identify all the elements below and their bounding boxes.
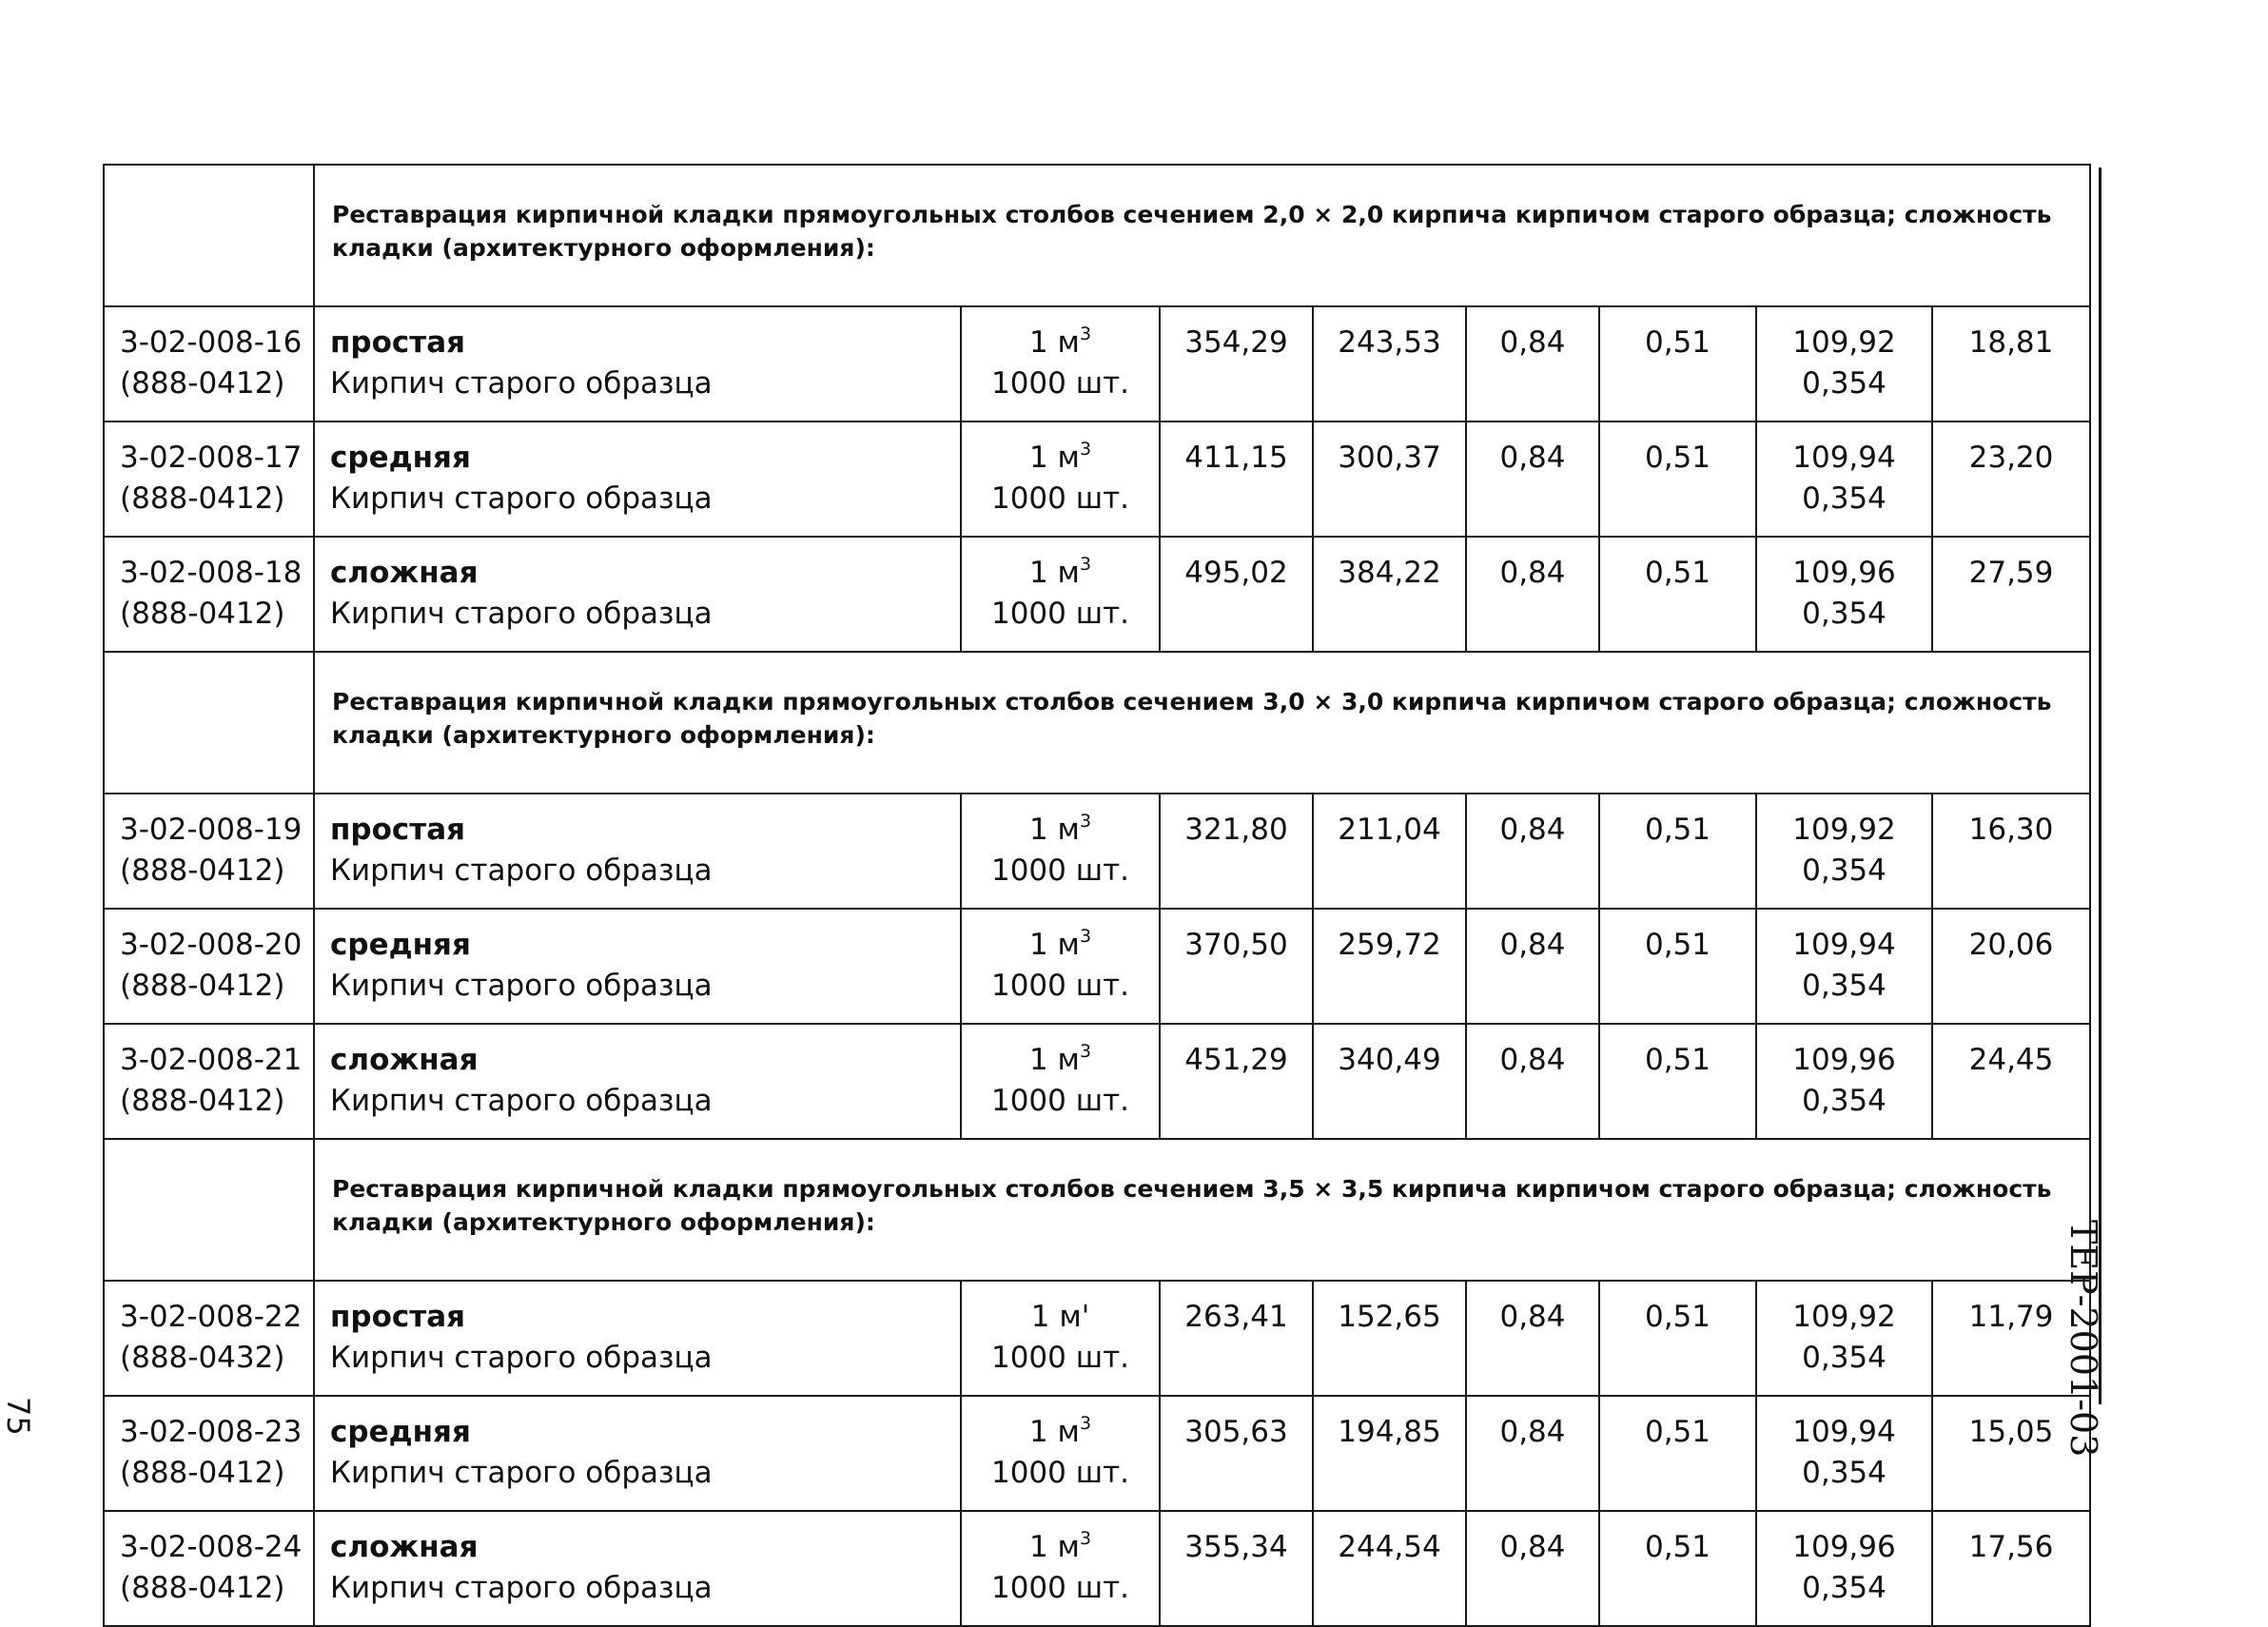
materials-cost-cell [1756, 1511, 1932, 1626]
material-name: Кирпич старого образца [330, 1456, 713, 1490]
total-cost-cell [1160, 537, 1313, 652]
labor-wages-cell [1313, 421, 1466, 537]
unit-base: 1 м [1028, 325, 1080, 360]
unit-base: 1 м [1028, 1043, 1080, 1077]
materials-cost: 109,92 [1792, 813, 1896, 847]
rate-code: 3-02-008-20 [120, 928, 303, 962]
table-row [104, 909, 2090, 1024]
section-code-cell [104, 1139, 314, 1281]
code-cell [104, 537, 314, 652]
total-cost-cell [1160, 1281, 1313, 1396]
labor-wages: 152,65 [1338, 1300, 1441, 1334]
total-cost-cell [1160, 421, 1313, 537]
materials-cost: 109,96 [1792, 1530, 1896, 1564]
work-complexity: сложная [330, 1043, 479, 1077]
work-complexity: простая [330, 813, 466, 847]
resource-code: (888-0412) [120, 1456, 285, 1490]
name-cell [314, 794, 961, 909]
rates-table [103, 164, 2091, 1627]
rate-code: 3-02-008-24 [120, 1530, 303, 1564]
unit-exponent: 3 [1079, 926, 1092, 947]
labor-wages: 340,49 [1338, 1043, 1441, 1077]
machinist-wages: 0,51 [1644, 1043, 1711, 1077]
name-cell [314, 306, 961, 421]
machinist-wages-cell [1599, 1511, 1756, 1626]
section-title: Реставрация кирпичной кладки прямоугольных столбов сечением 3,5 × 3,5 кирпича кирпичом старого образца; сложность кладки (архитектурного оформления): [314, 1139, 2090, 1281]
rate-code: 3-02-008-21 [120, 1043, 303, 1077]
unit-base: 1 м [1028, 928, 1080, 962]
material-quantity: 0,354 [1802, 366, 1887, 401]
materials-cost-cell [1756, 1024, 1932, 1139]
material-unit: 1000 шт. [990, 597, 1130, 631]
rate-code: 3-02-008-16 [120, 325, 303, 360]
material-unit: 1000 шт. [990, 1571, 1130, 1605]
labor-hours: 27,59 [1968, 556, 2054, 590]
materials-cost-cell [1756, 794, 1932, 909]
labor-hours: 17,56 [1968, 1530, 2054, 1564]
machine-operation: 0,84 [1499, 1300, 1566, 1334]
machine-operation: 0,84 [1499, 928, 1566, 962]
machine-operation: 0,84 [1499, 1415, 1566, 1449]
code-cell [104, 421, 314, 537]
material-quantity: 0,354 [1802, 481, 1887, 516]
code-cell [104, 1281, 314, 1396]
rate-code: 3-02-008-23 [120, 1415, 303, 1449]
materials-cost: 109,96 [1792, 556, 1896, 590]
unit-cell [961, 1396, 1160, 1511]
labor-hours-cell [1932, 306, 2090, 421]
total-cost: 495,02 [1184, 556, 1288, 590]
resource-code: (888-0412) [120, 1571, 285, 1605]
unit-cell [961, 1024, 1160, 1139]
materials-cost-cell [1756, 306, 1932, 421]
unit-base: 1 м [1028, 441, 1080, 475]
materials-cost: 109,92 [1792, 325, 1896, 360]
total-cost: 355,34 [1184, 1530, 1288, 1564]
total-cost: 411,15 [1184, 441, 1288, 475]
machinist-wages: 0,51 [1644, 928, 1711, 962]
labor-hours: 24,45 [1968, 1043, 2054, 1077]
work-complexity: сложная [330, 556, 479, 590]
materials-cost: 109,94 [1792, 441, 1896, 475]
unit-exponent: 3 [1079, 439, 1092, 460]
work-complexity: сложная [330, 1530, 479, 1564]
resource-code: (888-0412) [120, 853, 285, 888]
material-quantity: 0,354 [1802, 853, 1887, 888]
materials-cost: 109,94 [1792, 1415, 1896, 1449]
unit-base: 1 м [1028, 813, 1080, 847]
labor-hours: 15,05 [1968, 1415, 2054, 1449]
resource-code: (888-0412) [120, 366, 285, 401]
labor-wages-cell [1313, 1281, 1466, 1396]
materials-cost-cell [1756, 537, 1932, 652]
labor-wages-cell [1313, 1511, 1466, 1626]
machinist-wages-cell [1599, 794, 1756, 909]
materials-cost-cell [1756, 421, 1932, 537]
machine-operation-cell [1466, 1281, 1599, 1396]
resource-code: (888-0412) [120, 1084, 285, 1118]
materials-cost-cell [1756, 1281, 1932, 1396]
machinist-wages: 0,51 [1644, 1300, 1711, 1334]
machinist-wages: 0,51 [1644, 556, 1711, 590]
material-unit: 1000 шт. [990, 969, 1130, 1003]
total-cost: 263,41 [1184, 1300, 1288, 1334]
materials-cost: 109,94 [1792, 928, 1896, 962]
machine-operation-cell [1466, 909, 1599, 1024]
material-unit: 1000 шт. [990, 1341, 1130, 1375]
unit-exponent: 3 [1079, 323, 1092, 344]
work-complexity: простая [330, 325, 466, 360]
labor-hours: 20,06 [1968, 928, 2054, 962]
resource-code: (888-0412) [120, 597, 285, 631]
machine-operation: 0,84 [1499, 556, 1566, 590]
labor-wages: 300,37 [1338, 441, 1441, 475]
machine-operation: 0,84 [1499, 1043, 1566, 1077]
code-cell [104, 1024, 314, 1139]
rate-code: 3-02-008-19 [120, 813, 303, 847]
unit-of-measure [962, 438, 1159, 479]
labor-wages: 384,22 [1338, 556, 1441, 590]
work-complexity: средняя [330, 441, 471, 475]
machinist-wages: 0,51 [1644, 1415, 1711, 1449]
labor-hours-cell [1932, 909, 2090, 1024]
total-cost: 354,29 [1184, 325, 1288, 360]
table-row [104, 421, 2090, 537]
unit-of-measure [962, 323, 1159, 363]
labor-wages-cell [1313, 1396, 1466, 1511]
rate-code: 3-02-008-17 [120, 441, 303, 475]
labor-hours: 16,30 [1968, 813, 2054, 847]
unit-cell [961, 306, 1160, 421]
work-complexity: простая [330, 1300, 466, 1334]
machinist-wages: 0,51 [1644, 325, 1711, 360]
machinist-wages-cell [1599, 1396, 1756, 1511]
material-name: Кирпич старого образца [330, 1084, 713, 1118]
table-row [104, 537, 2090, 652]
unit-base: 1 м [1028, 556, 1080, 590]
resource-code: (888-0432) [120, 1341, 285, 1375]
material-name: Кирпич старого образца [330, 969, 713, 1003]
labor-wages: 211,04 [1338, 813, 1441, 847]
material-name: Кирпич старого образца [330, 366, 713, 401]
section-code-cell [104, 165, 314, 306]
labor-hours-cell [1932, 1024, 2090, 1139]
section-header-row [104, 652, 2090, 794]
section-title: Реставрация кирпичной кладки прямоугольных столбов сечением 3,0 × 3,0 кирпича кирпичом старого образца; сложность кладки (архитектурного оформления): [314, 652, 2090, 794]
code-cell [104, 1511, 314, 1626]
labor-hours: 18,81 [1968, 325, 2054, 360]
unit-of-measure [962, 553, 1159, 594]
material-name: Кирпич старого образца [330, 597, 713, 631]
name-cell [314, 1281, 961, 1396]
labor-hours-cell [1932, 794, 2090, 909]
total-cost: 451,29 [1184, 1043, 1288, 1077]
total-cost: 305,63 [1184, 1415, 1288, 1449]
code-cell [104, 794, 314, 909]
total-cost-cell [1160, 794, 1313, 909]
rate-code: 3-02-008-22 [120, 1300, 303, 1334]
total-cost-cell [1160, 1024, 1313, 1139]
unit-exponent: 3 [1079, 1413, 1092, 1434]
machine-operation-cell [1466, 537, 1599, 652]
code-cell [104, 909, 314, 1024]
machine-operation: 0,84 [1499, 441, 1566, 475]
material-quantity: 0,354 [1802, 1571, 1887, 1605]
machine-operation-cell [1466, 794, 1599, 909]
material-unit: 1000 шт. [990, 853, 1130, 888]
total-cost: 370,50 [1184, 928, 1288, 962]
name-cell [314, 421, 961, 537]
unit-cell [961, 794, 1160, 909]
labor-wages-cell [1313, 909, 1466, 1024]
page-number: 75 [0, 1397, 36, 1436]
machinist-wages-cell [1599, 1281, 1756, 1396]
unit-of-measure [962, 810, 1159, 851]
unit-cell [961, 909, 1160, 1024]
section-title: Реставрация кирпичной кладки прямоугольных столбов сечением 2,0 × 2,0 кирпича кирпичом старого образца; сложность кладки (архитектурного оформления): [314, 165, 2090, 306]
total-cost-cell [1160, 909, 1313, 1024]
unit-cell [961, 1511, 1160, 1626]
labor-hours-cell [1932, 1511, 2090, 1626]
machine-operation: 0,84 [1499, 813, 1566, 847]
unit-cell [961, 421, 1160, 537]
materials-cost-cell [1756, 1396, 1932, 1511]
material-unit: 1000 шт. [990, 1084, 1130, 1118]
materials-cost: 109,96 [1792, 1043, 1896, 1077]
machine-operation-cell [1466, 1396, 1599, 1511]
unit-cell [961, 1281, 1160, 1396]
total-cost: 321,80 [1184, 813, 1288, 847]
unit-of-measure [962, 925, 1159, 966]
rate-code: 3-02-008-18 [120, 556, 303, 590]
rates-table-body [104, 165, 2090, 1626]
machinist-wages: 0,51 [1644, 441, 1711, 475]
material-quantity: 0,354 [1802, 1084, 1887, 1118]
labor-hours: 23,20 [1968, 441, 2054, 475]
work-complexity: средняя [330, 1415, 471, 1449]
name-cell [314, 537, 961, 652]
document-code: ТЕР-2001-03 [2063, 1220, 2104, 1458]
resource-code: (888-0412) [120, 969, 285, 1003]
unit-of-measure [962, 1527, 1159, 1568]
material-quantity: 0,354 [1802, 597, 1887, 631]
material-unit: 1000 шт. [990, 1456, 1130, 1490]
labor-hours: 11,79 [1968, 1300, 2054, 1334]
total-cost-cell [1160, 1396, 1313, 1511]
material-quantity: 0,354 [1802, 1456, 1887, 1490]
machine-operation-cell [1466, 1024, 1599, 1139]
unit-exponent: 3 [1079, 1528, 1092, 1549]
unit-base: 1 м' [1030, 1300, 1090, 1334]
resource-code: (888-0412) [120, 481, 285, 516]
labor-wages-cell [1313, 537, 1466, 652]
machinist-wages: 0,51 [1644, 1530, 1711, 1564]
machinist-wages-cell [1599, 306, 1756, 421]
labor-wages: 244,54 [1338, 1530, 1441, 1564]
labor-wages-cell [1313, 1024, 1466, 1139]
unit-cell [961, 537, 1160, 652]
labor-hours-cell [1932, 537, 2090, 652]
name-cell [314, 1024, 961, 1139]
code-cell [104, 306, 314, 421]
material-quantity: 0,354 [1802, 969, 1887, 1003]
name-cell [314, 1396, 961, 1511]
machinist-wages: 0,51 [1644, 813, 1711, 847]
material-unit: 1000 шт. [990, 481, 1130, 516]
labor-wages: 259,72 [1338, 928, 1441, 962]
machine-operation-cell [1466, 421, 1599, 537]
total-cost-cell [1160, 1511, 1313, 1626]
material-quantity: 0,354 [1802, 1341, 1887, 1375]
margin-rule [2099, 167, 2102, 1404]
machinist-wages-cell [1599, 421, 1756, 537]
table-row [104, 1511, 2090, 1626]
labor-hours-cell [1932, 421, 2090, 537]
table-row [104, 1024, 2090, 1139]
materials-cost-cell [1756, 909, 1932, 1024]
table-row [104, 1281, 2090, 1396]
labor-wages-cell [1313, 794, 1466, 909]
unit-exponent: 3 [1079, 1041, 1092, 1062]
unit-of-measure [962, 1040, 1159, 1081]
material-name: Кирпич старого образца [330, 481, 713, 516]
labor-wages: 243,53 [1338, 325, 1441, 360]
materials-cost: 109,92 [1792, 1300, 1896, 1334]
material-name: Кирпич старого образца [330, 1571, 713, 1605]
name-cell [314, 1511, 961, 1626]
machinist-wages-cell [1599, 537, 1756, 652]
machinist-wages-cell [1599, 1024, 1756, 1139]
table-row [104, 306, 2090, 421]
total-cost-cell [1160, 306, 1313, 421]
machinist-wages-cell [1599, 909, 1756, 1024]
section-code-cell [104, 652, 314, 794]
name-cell [314, 909, 961, 1024]
material-name: Кирпич старого образца [330, 1341, 713, 1375]
section-header-row [104, 1139, 2090, 1281]
labor-wages: 194,85 [1338, 1415, 1441, 1449]
code-cell [104, 1396, 314, 1511]
unit-of-measure [962, 1412, 1159, 1453]
unit-base: 1 м [1028, 1530, 1080, 1564]
machine-operation: 0,84 [1499, 1530, 1566, 1564]
work-complexity: средняя [330, 928, 471, 962]
unit-exponent: 3 [1079, 554, 1092, 575]
machine-operation-cell [1466, 1511, 1599, 1626]
labor-wages-cell [1313, 306, 1466, 421]
material-unit: 1000 шт. [990, 366, 1130, 401]
material-name: Кирпич старого образца [330, 853, 713, 888]
machine-operation-cell [1466, 306, 1599, 421]
unit-exponent: 3 [1079, 811, 1092, 832]
table-row [104, 1396, 2090, 1511]
machine-operation: 0,84 [1499, 325, 1566, 360]
section-header-row [104, 165, 2090, 306]
unit-base: 1 м [1028, 1415, 1080, 1449]
unit-of-measure [962, 1297, 1159, 1338]
table-row [104, 794, 2090, 909]
